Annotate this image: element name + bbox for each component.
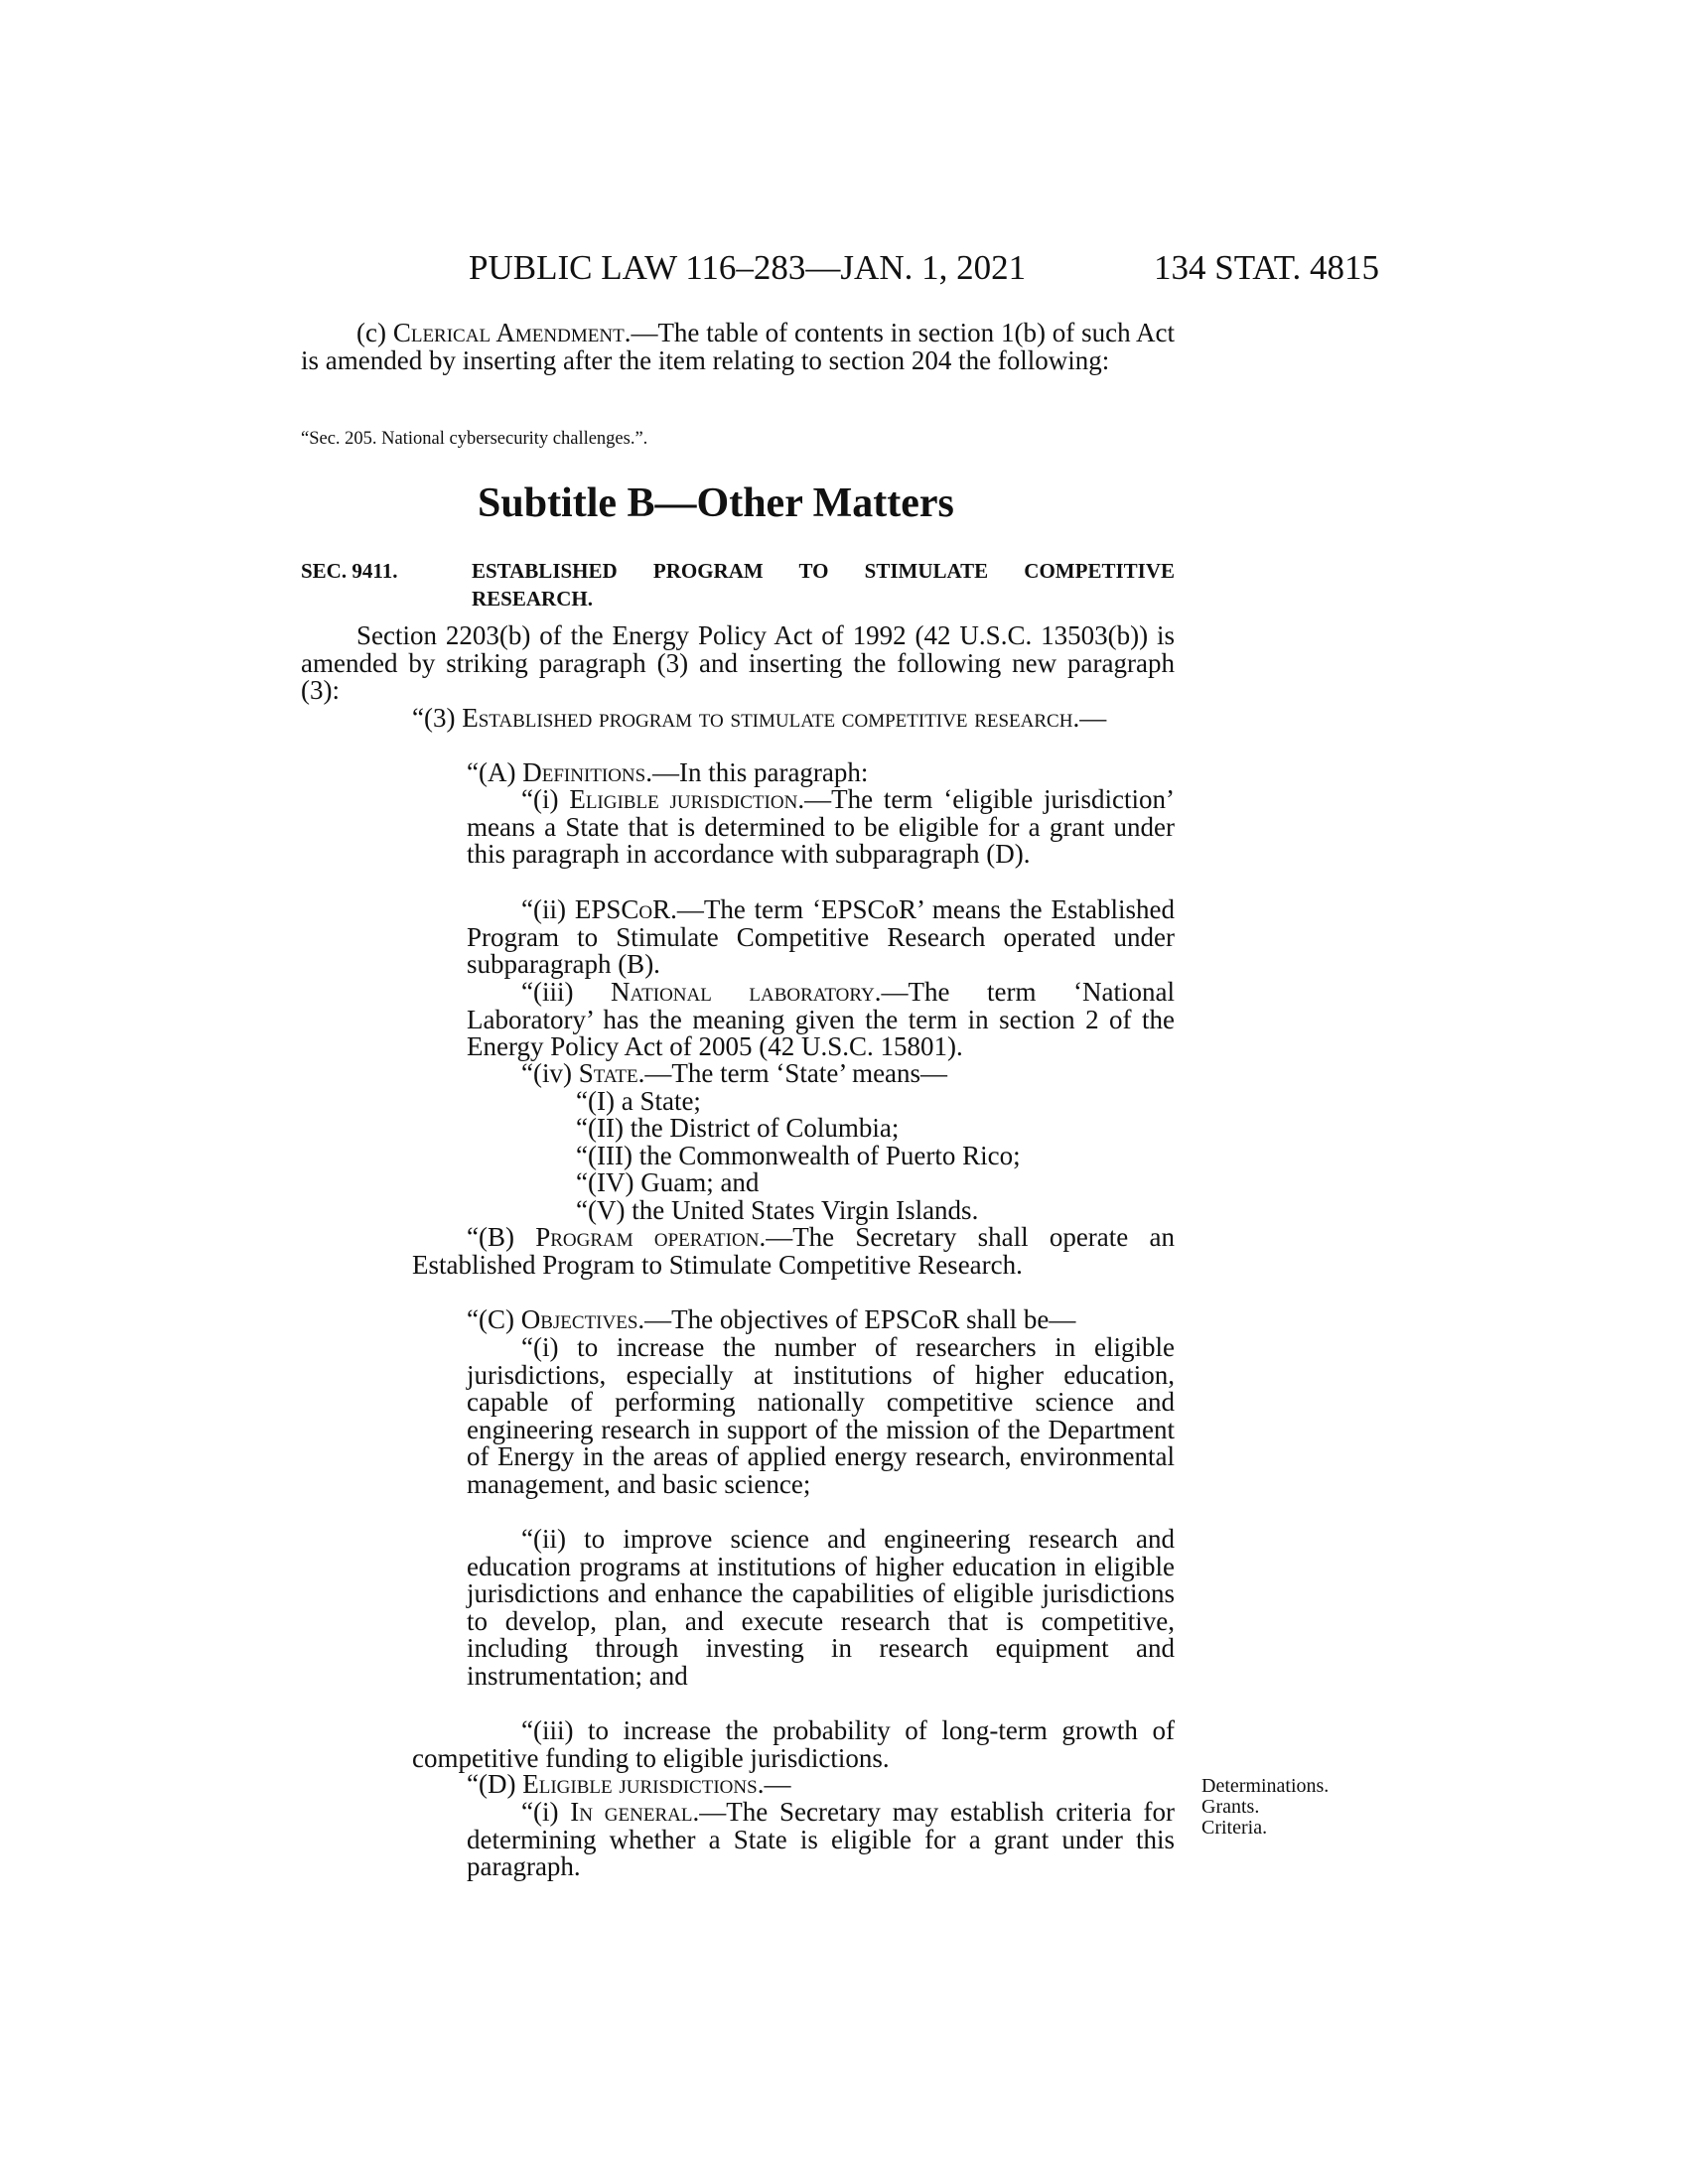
paragraph-3-heading: “(3) Established program to stimulate competitive research.— (412, 703, 1107, 733)
clause-c-ii: “(ii) to improve science and engineering research and education programs at institutions of higher education in eligible jurisdictions and enhance the capabilities of eligible jurisdictions to develop, plan, and execute research that is competitive, including through investing in research equipment and instrumentation; and (467, 1524, 1175, 1691)
clause-a-iii: “(iii) National laboratory.—The term ‘National Laboratory’ has the meaning given the term in section 2 of the Energy Policy Act of 2005 (42 U.S.C. 15801). (467, 977, 1175, 1062)
clause-a-i: “(i) Eligible jurisdiction.—The term ‘eligible jurisdiction’ means a State that is determined to be eligible for a grant under this paragraph in accordance with subparagraph (D). (467, 784, 1176, 870)
page-number: 134 STAT. 4815 (1154, 248, 1379, 287)
section-title: ESTABLISHED PROGRAM TO STIMULATE COMPETITIVE RESEARCH. (472, 559, 1175, 611)
subparagraph-a: “(A) Definitions.—In this paragraph: (467, 757, 869, 787)
clause-c-iii: “(iii) to increase the probability of long-term growth of competitive funding to eligible jurisdictions. (412, 1715, 1175, 1773)
state-item-iv: “(IV) Guam; and (576, 1167, 760, 1197)
running-header-left: PUBLIC LAW 116–283—JAN. 1, 2021 (469, 248, 1027, 287)
subparagraph-d: “(D) Eligible jurisdictions.— (467, 1769, 791, 1799)
margin-note-criteria: Criteria. (1201, 1817, 1268, 1839)
clerical-amendment-paragraph: (c) Clerical Amendment.—The table of contents in section 1(b) of such Act is amended by inserting after the item relating to section 204 the following: (301, 318, 1176, 375)
margin-note-grants: Grants. (1201, 1796, 1260, 1818)
subparagraph-b: “(B) Program operation.—The Secretary shall operate an Established Program to Stimulate Competitive Research. (412, 1222, 1175, 1280)
toc-item: “Sec. 205. National cybersecurity challenges.”. (301, 429, 648, 449)
clause-d-i: “(i) In general.—The Secretary may establish criteria for determining whether a State is eligible for a grant under this paragraph. (467, 1797, 1176, 1882)
section-number: SEC. 9411. (301, 559, 398, 583)
clause-c-i: “(i) to increase the number of researchers in eligible jurisdictions, especially at institutions of higher education, capable of performing nationally competitive science and engineering research in support of the mission of the Department of Energy in the areas of applied energy research, environmental management, and basic science; (467, 1332, 1175, 1499)
section-intro: Section 2203(b) of the Energy Policy Act of 1992 (42 U.S.C. 13503(b)) is amended by striking paragraph (3) and inserting the following new paragraph (3): (301, 620, 1175, 706)
state-item-iii: “(III) the Commonwealth of Puerto Rico; (576, 1141, 1021, 1170)
section-heading (301, 557, 1175, 613)
clerical-amendment-heading: Clerical Amendment (392, 318, 625, 347)
subtitle-heading: Subtitle B—Other Matters (478, 480, 954, 526)
state-item-i: “(I) a State; (576, 1086, 701, 1116)
state-item-v: “(V) the United States Virgin Islands. (576, 1195, 979, 1225)
margin-notes (1201, 1776, 1329, 1839)
state-item-ii: “(II) the District of Columbia; (576, 1113, 900, 1143)
clause-a-ii: “(ii) EPSCoR.—The term ‘EPSCoR’ means the Established Program to Stimulate Competitive Research operated under subparagraph (B). (467, 894, 1175, 980)
subparagraph-c: “(C) Objectives.—The objectives of EPSCoR shall be— (467, 1304, 1076, 1334)
margin-note-determinations: Determinations. (1201, 1775, 1330, 1797)
clause-a-iv: “(iv) State.—The term ‘State’ means— (521, 1058, 948, 1088)
